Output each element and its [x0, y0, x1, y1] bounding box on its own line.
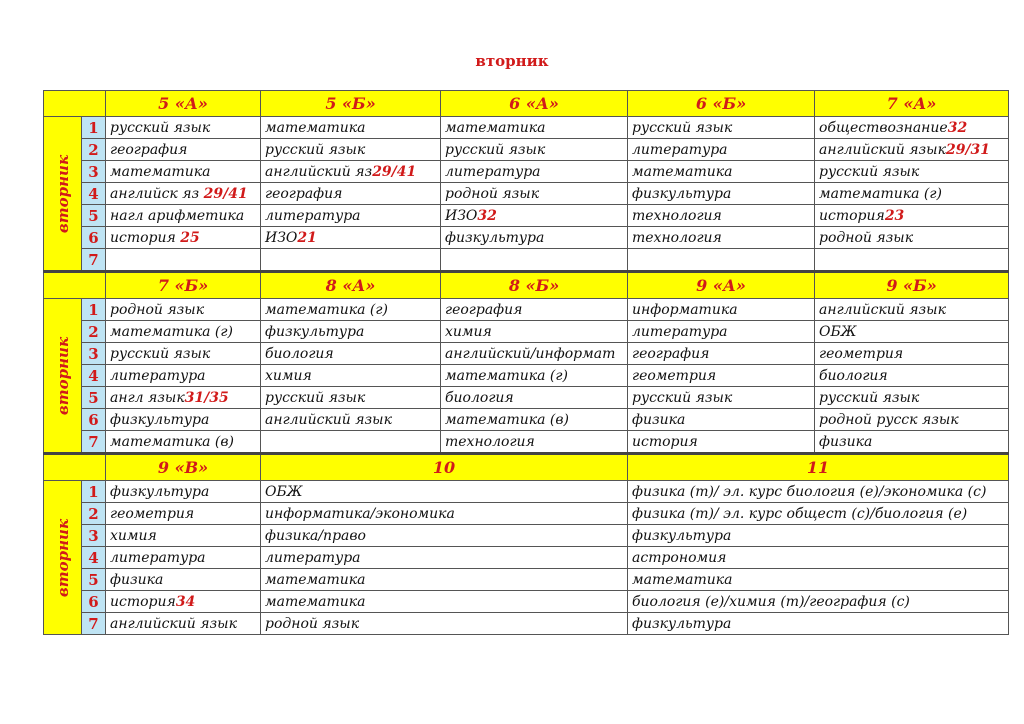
- lesson-cell: [628, 481, 1009, 503]
- lesson-cell: [628, 299, 815, 321]
- subject-text: физика: [110, 571, 164, 588]
- subject-text: технология: [632, 229, 722, 246]
- lesson-cell: [106, 139, 261, 161]
- lesson-cell: [628, 591, 1009, 613]
- lesson-cell: [261, 139, 441, 161]
- day-label: вторник: [53, 336, 72, 415]
- lesson-cell: [261, 227, 441, 249]
- class-header: 6 «Б»: [628, 91, 815, 117]
- lesson-row: [44, 227, 1009, 249]
- lesson-number: 1: [82, 299, 106, 321]
- lesson-row: [44, 249, 1009, 272]
- subject-text: технология: [632, 207, 722, 224]
- lesson-number: 2: [82, 139, 106, 161]
- lesson-row: [44, 591, 1009, 613]
- subject-text: русский язык: [819, 389, 920, 406]
- lesson-cell: [441, 409, 628, 431]
- subject-text: математика: [265, 593, 366, 610]
- class-header: 8 «А»: [261, 272, 441, 299]
- lesson-number: 6: [82, 227, 106, 249]
- subject-text: география: [265, 185, 343, 202]
- class-header: 6 «А»: [441, 91, 628, 117]
- class-header: 5 «Б»: [261, 91, 441, 117]
- page-title: вторник: [475, 52, 549, 70]
- lesson-cell: [815, 431, 1009, 454]
- lesson-cell: [441, 321, 628, 343]
- subject-text: обществознание: [819, 119, 948, 136]
- lesson-cell: [628, 365, 815, 387]
- lesson-number: 1: [82, 481, 106, 503]
- subject-text: математика (г): [819, 185, 942, 202]
- subject-text: история: [110, 229, 181, 246]
- subject-text: физика (т)/ эл. курс биология (е)/экономика (с): [632, 483, 987, 500]
- lesson-cell: [441, 117, 628, 139]
- lesson-cell: [106, 481, 261, 503]
- lesson-cell: [261, 387, 441, 409]
- lesson-cell: [106, 321, 261, 343]
- lesson-cell: [261, 183, 441, 205]
- lesson-number: 5: [82, 387, 106, 409]
- day-label: вторник: [53, 154, 72, 233]
- lesson-cell: [441, 387, 628, 409]
- room-number: 34: [175, 593, 196, 610]
- subject-text: английский язык: [110, 615, 237, 632]
- lesson-cell: [441, 365, 628, 387]
- lesson-number: 3: [82, 343, 106, 365]
- lesson-number: 1: [82, 117, 106, 139]
- lesson-cell: [441, 431, 628, 454]
- subject-text: родной русск язык: [819, 411, 959, 428]
- subject-text: информатика/экономика: [265, 505, 455, 522]
- lesson-cell: [261, 481, 628, 503]
- subject-text: ИЗО: [265, 229, 298, 246]
- subject-text: английский/информат: [445, 345, 616, 362]
- subject-text: математика: [110, 163, 211, 180]
- lesson-number: 3: [82, 525, 106, 547]
- lesson-cell: [628, 183, 815, 205]
- lesson-row: [44, 161, 1009, 183]
- subject-text: математика: [265, 119, 366, 136]
- header-corner: [44, 91, 106, 117]
- lesson-number: 3: [82, 161, 106, 183]
- lesson-cell: [628, 569, 1009, 591]
- lesson-cell: [815, 365, 1009, 387]
- class-header: 10: [261, 454, 628, 481]
- lesson-cell: [261, 503, 628, 525]
- subject-text: география: [110, 141, 188, 158]
- lesson-number: 5: [82, 569, 106, 591]
- lesson-cell: [106, 161, 261, 183]
- class-header: 7 «А»: [815, 91, 1009, 117]
- lesson-cell: [441, 205, 628, 227]
- room-number: 23: [884, 207, 905, 224]
- lesson-cell: [815, 205, 1009, 227]
- lesson-number: 5: [82, 205, 106, 227]
- lesson-cell: [815, 409, 1009, 431]
- subject-text: английский язык: [819, 141, 946, 158]
- lesson-number: 6: [82, 591, 106, 613]
- lesson-row: [44, 321, 1009, 343]
- room-number: 29/41: [203, 185, 248, 202]
- subject-text: физика: [819, 433, 873, 450]
- subject-text: химия: [445, 323, 492, 340]
- lesson-cell: [628, 343, 815, 365]
- lesson-cell: [441, 249, 628, 272]
- lesson-cell: [815, 183, 1009, 205]
- subject-text: родной язык: [819, 229, 914, 246]
- lesson-cell: [441, 227, 628, 249]
- subject-text: математика (г): [265, 301, 388, 318]
- subject-text: литература: [632, 141, 728, 158]
- lesson-cell: [628, 161, 815, 183]
- lesson-cell: [261, 431, 441, 454]
- lesson-cell: [261, 161, 441, 183]
- room-number: 29/41: [372, 163, 417, 180]
- lesson-cell: [106, 205, 261, 227]
- lesson-row: [44, 183, 1009, 205]
- class-header: 9 «Б»: [815, 272, 1009, 299]
- class-header-row: [44, 454, 1009, 481]
- lesson-cell: [106, 387, 261, 409]
- subject-text: ОБЖ: [819, 323, 857, 340]
- subject-text: физкультура: [265, 323, 365, 340]
- class-header: 7 «Б»: [106, 272, 261, 299]
- lesson-cell: [628, 387, 815, 409]
- lesson-cell: [106, 249, 261, 272]
- subject-text: история: [632, 433, 698, 450]
- lesson-cell: [106, 525, 261, 547]
- subject-text: русский язык: [265, 389, 366, 406]
- lesson-cell: [628, 249, 815, 272]
- lesson-number: 2: [82, 321, 106, 343]
- subject-text: физика/право: [265, 527, 366, 544]
- lesson-number: 2: [82, 503, 106, 525]
- lesson-cell: [261, 409, 441, 431]
- lesson-cell: [441, 299, 628, 321]
- subject-text: физкультура: [110, 411, 210, 428]
- lesson-cell: [628, 503, 1009, 525]
- lesson-cell: [815, 227, 1009, 249]
- subject-text: математика: [632, 163, 733, 180]
- subject-text: астрономия: [632, 549, 727, 566]
- lesson-cell: [261, 321, 441, 343]
- lesson-number: 7: [82, 613, 106, 635]
- subject-text: биология: [819, 367, 888, 384]
- subject-text: литература: [110, 367, 206, 384]
- subject-text: география: [632, 345, 710, 362]
- subject-text: история: [110, 593, 176, 610]
- subject-text: русский язык: [110, 119, 211, 136]
- lesson-row: [44, 503, 1009, 525]
- lesson-number: 4: [82, 365, 106, 387]
- subject-text: ОБЖ: [265, 483, 303, 500]
- lesson-row: [44, 365, 1009, 387]
- subject-text: математика: [632, 571, 733, 588]
- lesson-cell: [261, 525, 628, 547]
- lesson-row: [44, 299, 1009, 321]
- lesson-cell: [815, 139, 1009, 161]
- subject-text: технология: [445, 433, 535, 450]
- subject-text: биология: [265, 345, 334, 362]
- lesson-cell: [106, 409, 261, 431]
- lesson-cell: [441, 161, 628, 183]
- lesson-cell: [261, 117, 441, 139]
- subject-text: геометрия: [819, 345, 904, 362]
- lesson-row: [44, 613, 1009, 635]
- lesson-row: [44, 205, 1009, 227]
- header-corner: [44, 272, 106, 299]
- lesson-cell: [815, 249, 1009, 272]
- class-header-row: [44, 272, 1009, 299]
- subject-text: русский язык: [632, 119, 733, 136]
- room-number: 25: [180, 229, 200, 246]
- subject-text: русский язык: [445, 141, 546, 158]
- subject-text: литература: [265, 207, 361, 224]
- subject-text: ИЗО: [445, 207, 478, 224]
- subject-text: биология: [445, 389, 514, 406]
- subject-text: нагл арифметика: [110, 207, 245, 224]
- lesson-cell: [628, 613, 1009, 635]
- lesson-cell: [261, 613, 628, 635]
- lesson-cell: [106, 431, 261, 454]
- lesson-number: 7: [82, 431, 106, 454]
- day-label-cell: [44, 481, 82, 635]
- lesson-cell: [106, 547, 261, 569]
- subject-text: русский язык: [110, 345, 211, 362]
- day-label-cell: [44, 117, 82, 272]
- lesson-cell: [441, 343, 628, 365]
- lesson-cell: [815, 161, 1009, 183]
- lesson-row: [44, 569, 1009, 591]
- lesson-cell: [261, 343, 441, 365]
- lesson-cell: [106, 365, 261, 387]
- subject-text: география: [445, 301, 523, 318]
- class-header: 8 «Б»: [441, 272, 628, 299]
- lesson-cell: [628, 547, 1009, 569]
- lesson-cell: [441, 183, 628, 205]
- subject-text: математика (г): [110, 323, 233, 340]
- subject-text: геометрия: [110, 505, 195, 522]
- lesson-cell: [106, 569, 261, 591]
- lesson-cell: [106, 117, 261, 139]
- class-header-row: [44, 91, 1009, 117]
- subject-text: английский яз: [265, 163, 373, 180]
- lesson-cell: [106, 613, 261, 635]
- subject-text: литература: [445, 163, 541, 180]
- lesson-cell: [261, 569, 628, 591]
- lesson-cell: [815, 117, 1009, 139]
- subject-text: математика (в): [445, 411, 569, 428]
- subject-text: английск яз: [110, 185, 204, 202]
- lesson-number: 4: [82, 547, 106, 569]
- lesson-cell: [628, 227, 815, 249]
- lesson-cell: [628, 409, 815, 431]
- lesson-cell: [106, 591, 261, 613]
- schedule-table: [43, 90, 1009, 635]
- lesson-cell: [261, 249, 441, 272]
- lesson-cell: [628, 205, 815, 227]
- lesson-row: [44, 431, 1009, 454]
- subject-text: родной язык: [110, 301, 205, 318]
- lesson-cell: [815, 321, 1009, 343]
- class-header: 9 «В»: [106, 454, 261, 481]
- lesson-cell: [628, 117, 815, 139]
- lesson-cell: [815, 387, 1009, 409]
- subject-text: физика (т)/ эл. курс общест (с)/биология (е): [632, 505, 968, 522]
- class-header: 9 «А»: [628, 272, 815, 299]
- subject-text: физкультура: [632, 185, 732, 202]
- subject-text: литература: [632, 323, 728, 340]
- lesson-cell: [628, 139, 815, 161]
- lesson-cell: [815, 299, 1009, 321]
- subject-text: математика (г): [445, 367, 568, 384]
- lesson-cell: [261, 547, 628, 569]
- lesson-cell: [628, 525, 1009, 547]
- lesson-row: [44, 547, 1009, 569]
- subject-text: английский язык: [265, 411, 392, 428]
- lesson-cell: [106, 299, 261, 321]
- lesson-number: 4: [82, 183, 106, 205]
- subject-text: русский язык: [632, 389, 733, 406]
- lesson-row: [44, 525, 1009, 547]
- subject-text: физкультура: [445, 229, 545, 246]
- room-number: 32: [477, 207, 497, 224]
- subject-text: геометрия: [632, 367, 717, 384]
- subject-text: родной язык: [445, 185, 540, 202]
- subject-text: математика (в): [110, 433, 234, 450]
- subject-text: химия: [110, 527, 157, 544]
- lesson-cell: [106, 227, 261, 249]
- subject-text: русский язык: [819, 163, 920, 180]
- lesson-cell: [106, 503, 261, 525]
- subject-text: физкультура: [632, 527, 732, 544]
- lesson-cell: [261, 205, 441, 227]
- subject-text: математика: [445, 119, 546, 136]
- lesson-cell: [106, 343, 261, 365]
- lesson-number: 6: [82, 409, 106, 431]
- header-corner: [44, 454, 106, 481]
- lesson-cell: [628, 431, 815, 454]
- subject-text: физкультура: [110, 483, 210, 500]
- subject-text: биология (е)/химия (т)/география (с): [632, 593, 910, 610]
- lesson-cell: [106, 183, 261, 205]
- subject-text: родной язык: [265, 615, 360, 632]
- lesson-row: [44, 481, 1009, 503]
- room-number: 21: [297, 229, 317, 246]
- lesson-cell: [261, 591, 628, 613]
- subject-text: история: [819, 207, 885, 224]
- lesson-number: 7: [82, 249, 106, 272]
- class-header: 5 «А»: [106, 91, 261, 117]
- subject-text: англ язык: [110, 389, 185, 406]
- lesson-row: [44, 387, 1009, 409]
- subject-text: физика: [632, 411, 686, 428]
- subject-text: химия: [265, 367, 312, 384]
- subject-text: русский язык: [265, 141, 366, 158]
- lesson-row: [44, 343, 1009, 365]
- lesson-row: [44, 409, 1009, 431]
- day-label: вторник: [53, 518, 72, 597]
- subject-text: физкультура: [632, 615, 732, 632]
- class-header: 11: [628, 454, 1009, 481]
- lesson-cell: [261, 299, 441, 321]
- lesson-row: [44, 139, 1009, 161]
- subject-text: литература: [265, 549, 361, 566]
- room-number: 32: [947, 119, 968, 136]
- subject-text: английский язык: [819, 301, 946, 318]
- day-label-cell: [44, 299, 82, 454]
- room-number: 29/31: [945, 141, 991, 158]
- subject-text: математика: [265, 571, 366, 588]
- subject-text: литература: [110, 549, 206, 566]
- lesson-cell: [441, 139, 628, 161]
- room-number: 31/35: [184, 389, 229, 406]
- lesson-row: [44, 117, 1009, 139]
- lesson-cell: [628, 321, 815, 343]
- subject-text: информатика: [632, 301, 738, 318]
- lesson-cell: [261, 365, 441, 387]
- lesson-cell: [815, 343, 1009, 365]
